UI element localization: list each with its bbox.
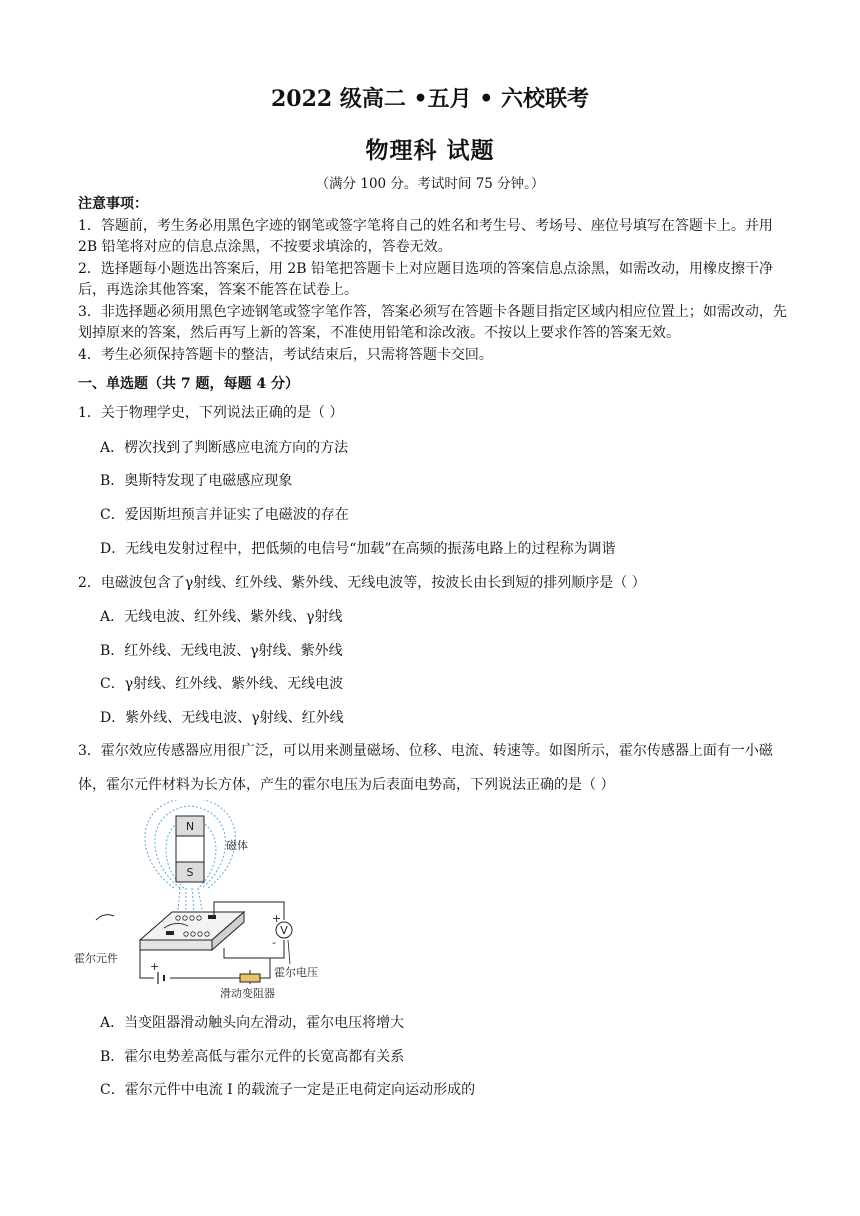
battery-plus: + (150, 960, 160, 973)
option-d: D．无线电发射过程中，把低频的电信号“加载”在高频的振荡电路上的过程称为调谐 (100, 541, 616, 557)
hall-sensor-diagram (74, 800, 344, 1004)
option-b: B．红外线、无线电波、γ射线、紫外线 (100, 643, 343, 659)
question-stem: 1．关于物理学史，下列说法正确的是（ ） (78, 405, 344, 421)
magnet-s-label: S (186, 866, 194, 879)
rheostat (240, 974, 260, 982)
magnet-body (176, 836, 204, 862)
note-item: 3．非选择题必须用黑色字迹钢笔或签字笔作答，答案必须写在答题卡各题目指定区域内相应位置上；如需改动，先划掉原来的答案，然后再写上新的答案，不准使用铅笔和涂改液。不按以上要求作答的答案无效。 (78, 303, 787, 341)
voltmeter-plus: + (272, 912, 282, 925)
note-item: 1．答题前，考生务必用黑色字迹的钢笔或签字笔将自己的姓名和考生号、考场号、座位号填写在答题卡上。并用 2B 铅笔将对应的信息点涂黑，不按要求填涂的，答卷无效。 (78, 217, 773, 255)
element-pointer (96, 915, 114, 920)
note-item: 4．考生必须保持答题卡的整洁，考试结束后，只需将答题卡交回。 (78, 346, 493, 363)
contact-front (166, 931, 174, 935)
option-d: D．紫外线、无线电波、γ射线、红外线 (100, 710, 344, 726)
voltmeter-minus: - (272, 936, 276, 949)
voltmeter-label: V (280, 924, 288, 937)
score-note: （满分 100 分。考试时间 75 分钟。） (315, 176, 545, 192)
rheostat-label: 滑动变阻器 (220, 987, 275, 1000)
option-c: C．爱因斯坦预言并证实了电磁波的存在 (100, 507, 349, 523)
notes-block (78, 194, 790, 366)
hall-voltage-label: 霍尔电压 (274, 966, 318, 979)
hall-element-label: 霍尔元件 (74, 952, 118, 965)
exam-title: 2022 级高二 •五月 • 六校联考 (271, 86, 589, 112)
hall-element-front (140, 940, 212, 950)
exam-subtitle: 物理科 试题 (365, 137, 495, 164)
option-b: B．霍尔电势差高低与霍尔元件的长宽高都有关系 (100, 1049, 405, 1065)
option-a: A．楞次找到了判断感应电流方向的方法 (100, 440, 349, 456)
contact-back (208, 915, 216, 919)
voltage-pointer (288, 940, 290, 964)
note-item: 2．选择题每小题选出答案后，用 2B 铅笔把答题卡上对应题目选项的答案信息点涂黑，如需改动，用橡皮擦干净后，再选涂其他答案，答案不能答在试卷上。 (78, 260, 774, 298)
option-c: C．γ射线、红外线、紫外线、无线电波 (100, 676, 344, 692)
option-b: B．奥斯特发现了电磁感应现象 (100, 473, 293, 489)
section-title: 一、单选题（共 7 题，每题 4 分） (78, 376, 299, 392)
question-stem: 3．霍尔效应传感器应用很广泛，可以用来测量磁场、位移、电流、转速等。如图所示，霍尔传感器上面有一小磁体，霍尔元件材料为长方体，产生的霍尔电压为后表面电势高，下列说法正确的是（ ） (78, 743, 773, 793)
option-a: A．无线电波、红外线、紫外线、γ射线 (100, 609, 343, 625)
option-a: A．当变阻器滑动触头向左滑动，霍尔电压将增大 (100, 1015, 405, 1031)
question-stem: 2．电磁波包含了γ射线、红外线、紫外线、无线电波等，按波长由长到短的排列顺序是（ ） (78, 575, 646, 591)
magnet-label: 磁体 (226, 839, 248, 852)
notes-heading: 注意事项： (78, 196, 148, 212)
option-c: C．霍尔元件中电流 I 的载流子一定是正电荷定向运动形成的 (100, 1082, 476, 1098)
magnet-n-label: N (185, 820, 195, 833)
